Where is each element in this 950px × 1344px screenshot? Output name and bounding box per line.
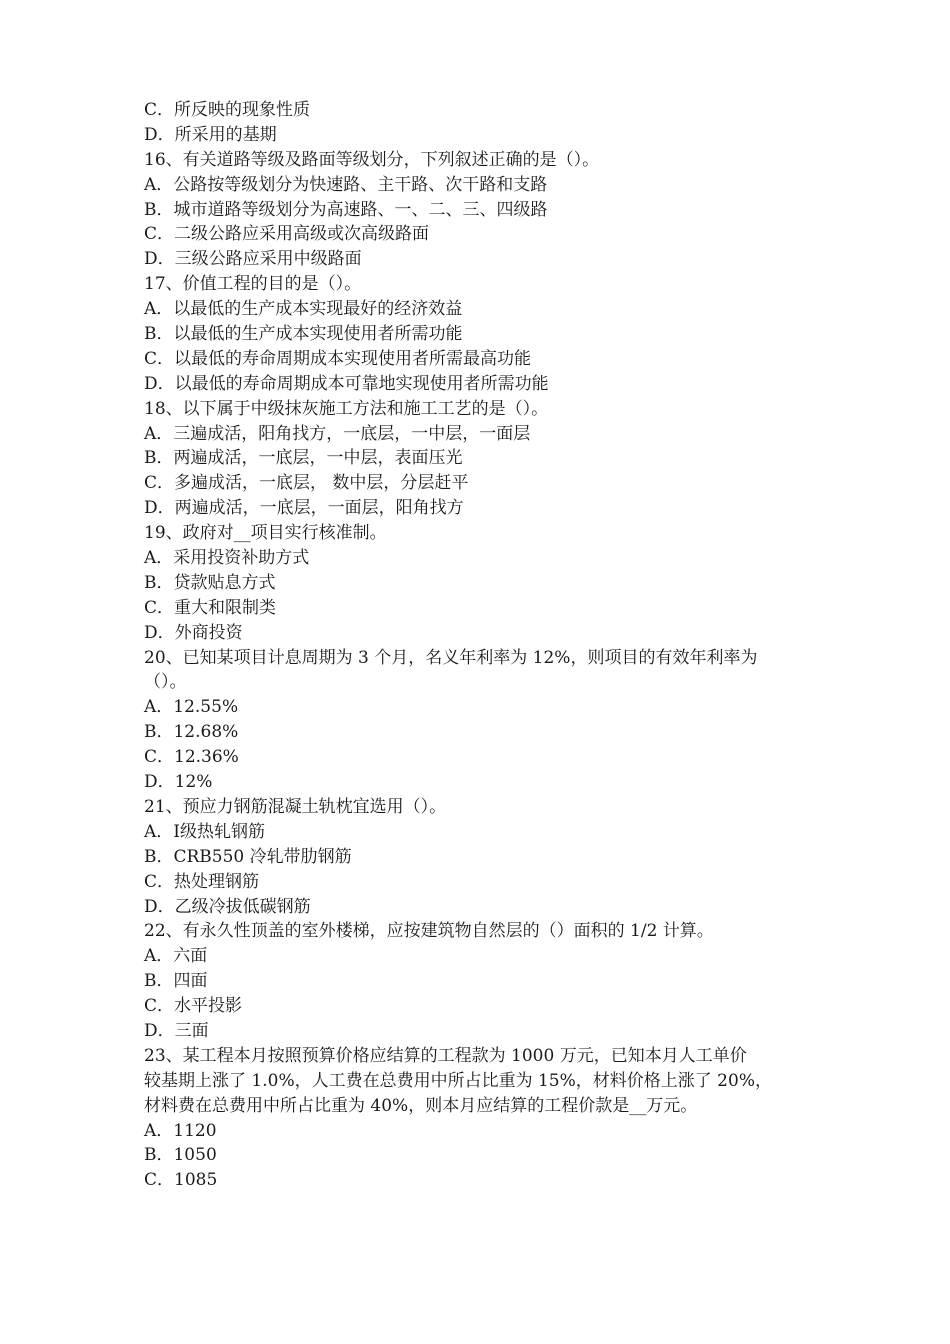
option-line: A．六面 xyxy=(144,946,208,967)
option-line: C．1085 xyxy=(144,1170,218,1191)
question-20-continued: （）。 xyxy=(144,672,187,693)
option-line: B．两遍成活，一底层，一中层，表面压光 xyxy=(144,448,463,469)
question-18: 18、以下属于中级抹灰施工方法和施工工艺的是（）。 xyxy=(144,398,549,419)
question-19: 19、政府对__项目实行核准制。 xyxy=(144,523,387,544)
option-line: A．12.55% xyxy=(144,697,239,718)
question-21: 21、预应力钢筋混凝土轨枕宜选用（）。 xyxy=(144,796,447,817)
option-line: A．以最低的生产成本实现最好的经济效益 xyxy=(144,299,463,320)
option-line: C．多遍成活，一底层， 数中层，分层赶平 xyxy=(144,473,469,494)
option-line: B．1050 xyxy=(144,1145,217,1166)
option-line: B．以最低的生产成本实现使用者所需功能 xyxy=(144,324,463,345)
option-line: C．以最低的寿命周期成本实现使用者所需最高功能 xyxy=(144,348,532,369)
option-line: C．重大和限制类 xyxy=(144,597,277,618)
option-line: D．以最低的寿命周期成本可靠地实现使用者所需功能 xyxy=(144,373,549,394)
option-line: C．水平投影 xyxy=(144,996,243,1017)
option-line: A．Ⅰ级热轧钢筋 xyxy=(144,821,265,842)
option-line: C．二级公路应采用高级或次高级路面 xyxy=(144,224,430,245)
option-line: D．12% xyxy=(144,772,213,793)
option-line: B．四面 xyxy=(144,971,208,992)
question-text-block xyxy=(144,98,824,1193)
question-17: 17、价值工程的目的是（）。 xyxy=(144,274,362,295)
option-line: C．12.36% xyxy=(144,747,239,768)
question-23-continued: 材料费在总费用中所占比重为 40%，则本月应结算的工程价款是__万元。 xyxy=(144,1095,698,1116)
option-line: A．采用投资补助方式 xyxy=(144,548,310,569)
question-16: 16、有关道路等级及路面等级划分，下列叙述正确的是（）。 xyxy=(144,149,600,170)
question-22: 22、有永久性顶盖的室外楼梯，应按建筑物自然层的（）面积的 1/2 计算。 xyxy=(144,921,714,942)
option-line: A．公路按等级划分为快速路、主干路、次干路和支路 xyxy=(144,174,548,195)
question-20: 20、已知某项目计息周期为 3 个月，名义年利率为 12%，则项目的有效年利率为 xyxy=(144,647,758,668)
option-line: D．两遍成活，一底层，一面层，阳角找方 xyxy=(144,498,464,519)
option-line: B．贷款贴息方式 xyxy=(144,572,276,593)
option-line: A．三遍成活，阳角找方，一底层，一中层，一面层 xyxy=(144,423,531,444)
option-line: A．1120 xyxy=(144,1120,217,1141)
option-line: D．三面 xyxy=(144,1020,209,1041)
option-line: D．所采用的基期 xyxy=(144,124,277,145)
option-line: C．热处理钢筋 xyxy=(144,871,260,892)
option-line: D．三级公路应采用中级路面 xyxy=(144,249,362,270)
question-23: 23、某工程本月按照预算价格应结算的工程款为 1000 万元，已知本月人工单价 xyxy=(144,1045,747,1066)
option-line: C．所反映的现象性质 xyxy=(144,100,311,120)
option-line: B．CRB550 冷轧带肋钢筋 xyxy=(144,846,352,867)
option-line: B．12.68% xyxy=(144,722,239,743)
option-line: D．外商投资 xyxy=(144,622,243,643)
question-23-continued: 较基期上涨了 1.0%，人工费在总费用中所占比重为 15%，材料价格上涨了 20%， xyxy=(144,1070,772,1091)
option-line: D．乙级冷拔低碳钢筋 xyxy=(144,896,311,917)
option-line: B．城市道路等级划分为高速路、一、二、三、四级路 xyxy=(144,199,548,220)
